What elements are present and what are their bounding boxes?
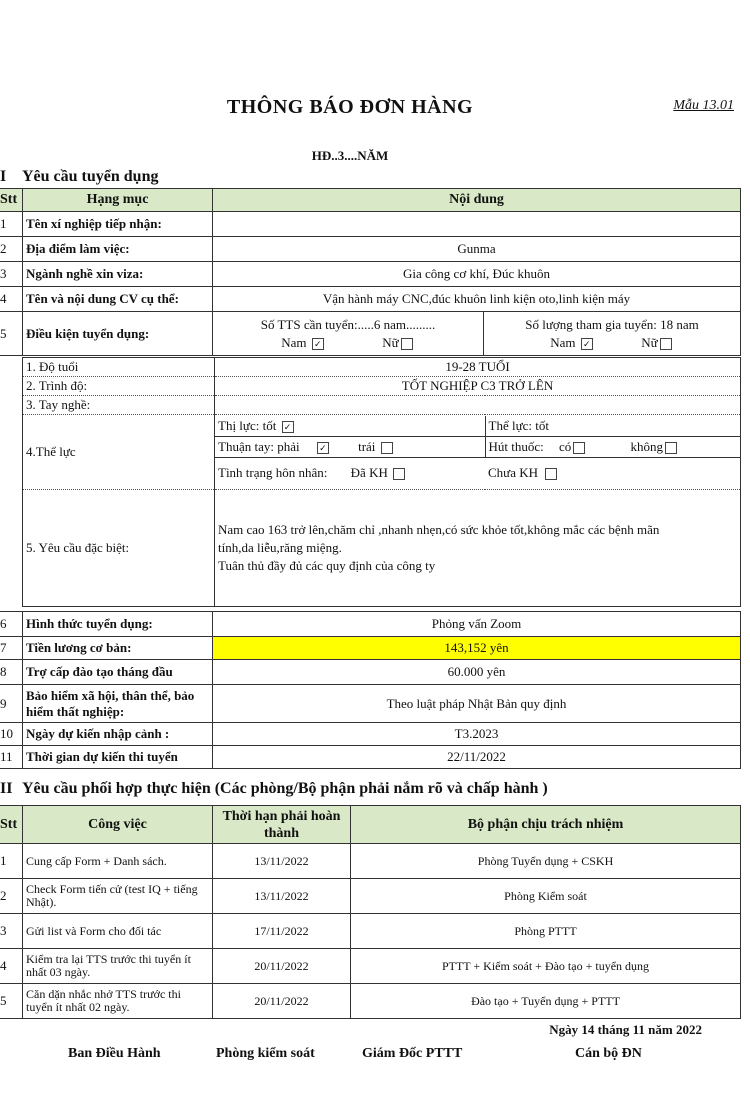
table-row: [0, 262, 741, 287]
col-header-deadline: Thời hạn phải hoàn thành: [213, 806, 351, 844]
row-stt: 7: [0, 637, 23, 660]
col-header-stt: Stt: [0, 806, 23, 844]
row-content: 60.000 yên: [213, 660, 741, 685]
smoking-cell: [485, 437, 741, 458]
row-stt: 5: [0, 984, 23, 1019]
skill-label: 3. Tay nghề:: [23, 396, 215, 415]
female-label: Nữ: [382, 334, 399, 350]
row-stt: 11: [0, 746, 23, 769]
education-value: TỐT NGHIỆP C3 TRỞ LÊN: [215, 377, 741, 396]
eyesight-text: Thị lực: tốt: [218, 417, 277, 433]
row-department: Phòng PTTT: [351, 914, 741, 949]
row-task: Căn dặn nhắc nhở TTS trước thi tuyển ít nhất 02 ngày.: [23, 984, 213, 1019]
physical-label: 4.Thể lực: [23, 415, 215, 490]
smoking-label: Hút thuốc:: [488, 439, 544, 454]
row-stt: 5: [0, 312, 23, 356]
row-item: Trợ cấp đào tạo tháng đầu: [23, 660, 213, 685]
married-label: Đã KH: [350, 465, 388, 481]
tts-needed-cell: [213, 312, 484, 356]
row-deadline: 13/11/2022: [213, 844, 351, 879]
row-item: Tiền lương cơ bản:: [23, 637, 213, 660]
contract-number: HĐ..3....NĂM: [311, 148, 389, 163]
handedness-cell: [215, 437, 485, 458]
row-deadline: 17/11/2022: [213, 914, 351, 949]
row-content: Vận hành máy CNC,đúc khuôn linh kiện oto,linh kiện máy: [213, 287, 741, 312]
recruitment-requirements-table: [0, 188, 741, 356]
age-value: 19-28 TUỔI: [215, 358, 741, 377]
row-stt: 1: [0, 844, 23, 879]
row-stt: 2: [0, 237, 23, 262]
table-row: [0, 723, 741, 746]
smoking-no-label: không: [630, 439, 664, 454]
col-header-item: Hạng mục: [23, 189, 213, 212]
table-row: [0, 237, 741, 262]
single-label: Chưa KH: [488, 465, 539, 481]
signing-date: Ngày 14 tháng 11 năm 2022: [549, 1022, 702, 1037]
coordination-table: [0, 805, 741, 1019]
row-item: Địa điểm làm việc:: [23, 237, 213, 262]
marital-label: Tình trạng hôn nhân:: [218, 465, 328, 481]
special-line: Tuân thủ đầy đủ các quy định của công ty: [218, 558, 436, 573]
page-title: THÔNG BÁO ĐƠN HÀNG: [226, 96, 474, 118]
signature-control-dept: Phòng kiểm soát: [216, 1046, 315, 1061]
physical-subtable: [215, 416, 741, 489]
row-stt: 9: [0, 685, 23, 723]
row-department: Phòng Kiểm soát: [351, 879, 741, 914]
row-item: Hình thức tuyển dụng:: [23, 612, 213, 637]
left-hand-label: trái: [358, 439, 376, 454]
section-2-title: Yêu cầu phối hợp thực hiện (Các phòng/Bộ phận phải nắm rõ và chấp hành ): [22, 780, 548, 797]
row-stt: 4: [0, 287, 23, 312]
smoking-no-checkbox[interactable]: [665, 442, 677, 454]
gender-checkboxes: [216, 334, 480, 352]
row-stt: 10: [0, 723, 23, 746]
salary-value: 143,152 yên: [213, 637, 741, 660]
left-hand-checkbox[interactable]: [381, 442, 393, 454]
form-number: Mẫu 13.01: [673, 98, 734, 113]
row-task: Cung cấp Form + Danh sách.: [23, 844, 213, 879]
table-row: [0, 879, 741, 914]
table-row: [0, 660, 741, 685]
requirements-detail-table: [22, 357, 741, 607]
education-label: 2. Trình độ:: [23, 377, 215, 396]
row-stt: 1: [0, 212, 23, 237]
row-item: Điều kiện tuyển dụng:: [23, 312, 213, 356]
participant-gender-checkboxes: [487, 334, 737, 352]
marital-cell: [215, 458, 485, 489]
single-checkbox[interactable]: [545, 468, 557, 480]
col-header-task: Công việc: [23, 806, 213, 844]
eyesight-cell: [215, 416, 485, 437]
signature-officer: Cán bộ ĐN: [575, 1046, 642, 1061]
table-row: [0, 637, 741, 660]
row-stt: 3: [0, 262, 23, 287]
row-task: Kiểm tra lại TTS trước thi tuyển ít nhất 03 ngày.: [23, 949, 213, 984]
signature-director: Giám Đốc PTTT: [362, 1046, 463, 1061]
eyesight-checkbox-checked[interactable]: ✓: [282, 421, 294, 433]
table-row: [0, 312, 741, 356]
participants-cell: [484, 312, 741, 356]
row-department: PTTT + Kiểm soát + Đào tạo + tuyển dụng: [351, 949, 741, 984]
row-content: Phỏng vấn Zoom: [213, 612, 741, 637]
female-label: Nữ: [641, 334, 658, 350]
female-checkbox[interactable]: [660, 338, 672, 350]
row-stt: 6: [0, 612, 23, 637]
row-stt: 2: [0, 879, 23, 914]
tts-needed-text: Số TTS cần tuyển:.....6 nam.........: [260, 316, 436, 332]
participants-text: Số lượng tham gia tuyển: 18 nam: [525, 316, 699, 332]
special-line: Nam cao 163 trở lên,chăm chỉ ,nhanh nhẹn,có sức khỏe tốt,không mắc các bệnh mãn: [218, 522, 660, 537]
row-content: Gia công cơ khí, Đúc khuôn: [213, 262, 741, 287]
table-row: [0, 287, 741, 312]
row-deadline: 20/11/2022: [213, 984, 351, 1019]
section-1-number: I: [0, 168, 7, 185]
special-requirements-label: 5. Yêu cầu đặc biệt:: [23, 490, 215, 607]
age-label: 1. Độ tuổi: [23, 358, 215, 377]
col-header-stt: Stt: [0, 189, 23, 212]
row-department: Đào tạo + Tuyển dụng + PTTT: [351, 984, 741, 1019]
row-content: T3.2023: [213, 723, 741, 746]
row-item: Tên và nội dung CV cụ thể:: [23, 287, 213, 312]
smoking-yes-label: có: [559, 439, 572, 454]
row-item: Thời gian dự kiến thi tuyển: [23, 746, 213, 769]
male-label: Nam: [281, 334, 307, 350]
row-content: 22/11/2022: [213, 746, 741, 769]
row-task: Check Form tiến cử (test IQ + tiếng Nhật).: [23, 879, 213, 914]
table-row: [0, 612, 741, 637]
col-header-content: Nội dung: [213, 189, 741, 212]
row-department: Phòng Tuyển dụng + CSKH: [351, 844, 741, 879]
row-content: [213, 212, 741, 237]
signature-board: Ban Điều Hành: [68, 1046, 161, 1061]
row-deadline: 13/11/2022: [213, 879, 351, 914]
table-row: [0, 914, 741, 949]
row-stt: 8: [0, 660, 23, 685]
handedness-text: Thuận tay: phải: [218, 439, 300, 454]
female-checkbox[interactable]: [401, 338, 413, 350]
special-requirements-value: [215, 490, 741, 607]
table-row: [0, 746, 741, 769]
strength-text: Thể lực: tốt: [485, 416, 741, 437]
section-1-title: Yêu cầu tuyển dụng: [22, 168, 159, 185]
section-2-heading: [0, 780, 548, 798]
male-checkbox-checked[interactable]: ✓: [312, 338, 324, 350]
row-stt: 3: [0, 914, 23, 949]
physical-cell: [215, 415, 741, 490]
male-checkbox-checked[interactable]: ✓: [581, 338, 593, 350]
row-deadline: 20/11/2022: [213, 949, 351, 984]
special-line: tính,da liễu,răng miệng.: [218, 540, 342, 555]
row-content: Gunma: [213, 237, 741, 262]
male-label: Nam: [550, 334, 576, 350]
col-header-department: Bộ phận chịu trách nhiệm: [351, 806, 741, 844]
recruitment-terms-table: [0, 611, 741, 769]
row-item: Bảo hiểm xã hội, thân thể, bảo hiểm thất nghiệp:: [23, 685, 213, 723]
smoking-yes-checkbox[interactable]: [573, 442, 585, 454]
single-cell: [485, 458, 741, 489]
row-item: Tên xí nghiệp tiếp nhận:: [23, 212, 213, 237]
row-item: Ngày dự kiến nhập cảnh :: [23, 723, 213, 746]
married-checkbox[interactable]: [393, 468, 405, 480]
section-2-number: II: [0, 780, 13, 797]
skill-value: [215, 396, 741, 415]
table-row: [0, 212, 741, 237]
row-task: Gửi list và Form cho đối tác: [23, 914, 213, 949]
row-content: Theo luật pháp Nhật Bản quy định: [213, 685, 741, 723]
right-hand-checkbox-checked[interactable]: ✓: [317, 442, 329, 454]
table-row: [0, 984, 741, 1019]
row-item: Ngành nghề xin viza:: [23, 262, 213, 287]
table-row: [0, 844, 741, 879]
table-row: [0, 949, 741, 984]
section-1-heading: [0, 168, 158, 186]
row-stt: 4: [0, 949, 23, 984]
table-row: [0, 685, 741, 723]
